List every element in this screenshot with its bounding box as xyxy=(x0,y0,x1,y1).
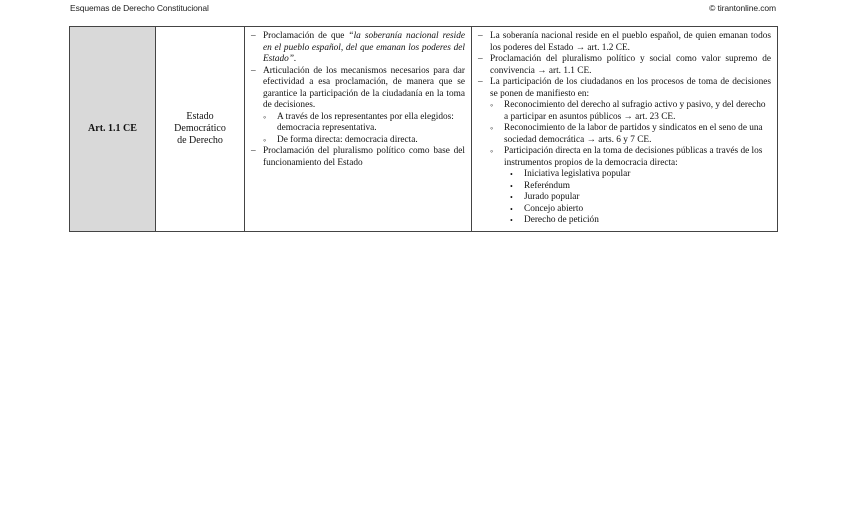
sub-list-item: ◦ A través de los representantes por ella elegidos: democracia representativa. xyxy=(249,112,465,135)
list-item: – Proclamación del pluralismo político y social como valor supremo de convivencia → art. 1.1 CE. xyxy=(476,54,771,77)
list-item xyxy=(249,31,465,66)
running-header-copyright: © tirantonline.com xyxy=(709,3,776,13)
running-header-title: Esquemas de Derecho Constitucional xyxy=(70,3,209,13)
list-item: – La soberanía nacional reside en el pueblo español, de quien emanan todos los poderes del Estado → art. 1.2 CE. xyxy=(476,31,771,54)
bullet-item: • Derecho de petición xyxy=(476,215,771,227)
bullet-item: • Concejo abierto xyxy=(476,204,771,216)
concept-cell xyxy=(156,27,245,232)
bullet-item: • Jurado popular xyxy=(476,192,771,204)
item-text: Proclamación de que xyxy=(263,31,349,41)
detail-cell xyxy=(472,27,778,232)
sub-list-item: ◦ Reconocimiento de la labor de partidos y sindicatos en el seno de una sociedad democrática → arts. 6 y 7 CE. xyxy=(476,123,771,146)
concept-line: Democrático xyxy=(174,122,226,134)
article-label: Art. 1.1 CE xyxy=(88,123,137,134)
sub-list-item: ◦ Reconocimiento del derecho al sufragio activo y pasivo, y del derecho a participar en asuntos públicos → art. 23 CE. xyxy=(476,100,771,123)
scheme-table xyxy=(69,26,778,232)
article-cell xyxy=(70,27,156,232)
concept-line: Estado xyxy=(186,110,214,122)
sub-list-item: ◦ Participación directa en la toma de decisiones públicas a través de los instrumentos propios de la democracia directa: xyxy=(476,146,771,169)
sub-list-item: ◦ De forma directa: democracia directa. xyxy=(249,135,465,147)
list-item: – La participación de los ciudadanos en los procesos de toma de decisiones se ponen de manifiesto en: xyxy=(476,77,771,100)
bullet-item: • Referéndum xyxy=(476,181,771,193)
description-cell xyxy=(245,27,472,232)
bullet-item: • Iniciativa legislativa popular xyxy=(476,169,771,181)
list-item: – Articulación de los mecanismos necesarios para dar efectividad a esa proclamación, de manera que se garantice la participación de la ciudadanía en la toma de decisiones. xyxy=(249,66,465,112)
list-item: – Proclamación del pluralismo político como base del funcionamiento del Estado xyxy=(249,146,465,169)
quote-text: “la soberanía nacional reside en el pueblo español, del que emanan los poderes del Estado”. xyxy=(263,31,465,64)
table-row xyxy=(70,27,778,232)
concept-line: de Derecho xyxy=(177,134,223,146)
